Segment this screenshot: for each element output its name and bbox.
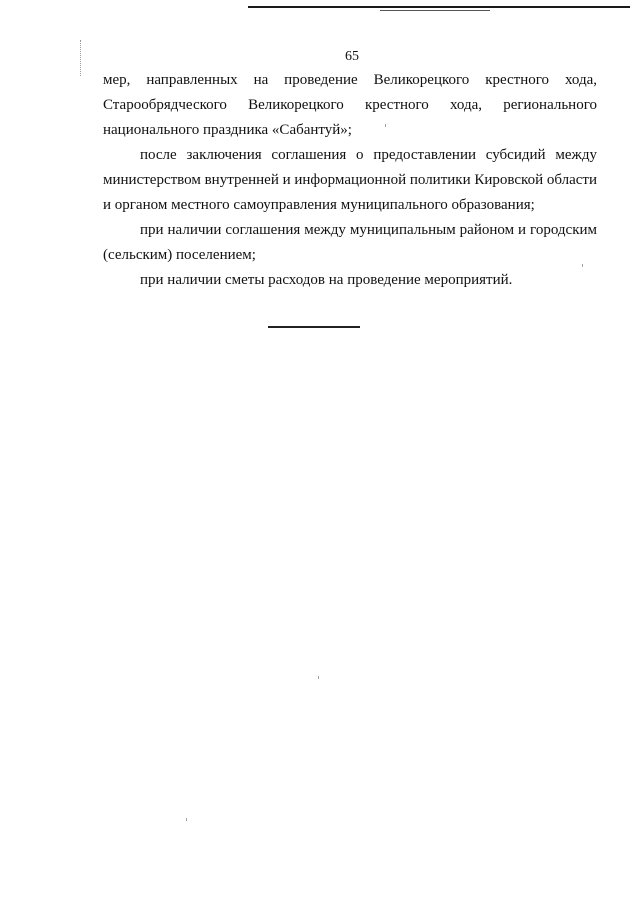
page-number: 65 — [345, 49, 359, 64]
text-line: министерством внутренней и информационной политики Кировской области — [103, 172, 597, 188]
body-text — [103, 68, 597, 293]
text-line: мер, направленных на проведение Великорецкого крестного хода, — [103, 72, 597, 88]
text-line: при наличии сметы расходов на проведение мероприятий. — [140, 272, 513, 288]
paragraph-agreement-settlement — [103, 218, 597, 268]
top-scan-rule-thin — [380, 10, 490, 11]
paragraph-cost-estimate — [103, 268, 597, 293]
text-line: после заключения соглашения о предоставлении субсидий между — [140, 147, 597, 163]
end-of-text-rule — [268, 326, 360, 328]
text-line: национального праздника «Сабантуй»; — [103, 122, 352, 138]
top-scan-rule — [248, 6, 630, 8]
text-line: и органом местного самоуправления муниципального образования; — [103, 197, 535, 213]
text-line: (сельским) поселением; — [103, 247, 256, 263]
scan-speck — [186, 818, 187, 821]
scan-speck — [318, 676, 319, 679]
text-line: при наличии соглашения между муниципальным районом и городским — [140, 222, 597, 238]
paragraph-agreement-ministry — [103, 143, 597, 218]
paragraph-measures — [103, 68, 597, 143]
text-line: Старообрядческого Великорецкого крестного хода, регионального — [103, 97, 597, 113]
